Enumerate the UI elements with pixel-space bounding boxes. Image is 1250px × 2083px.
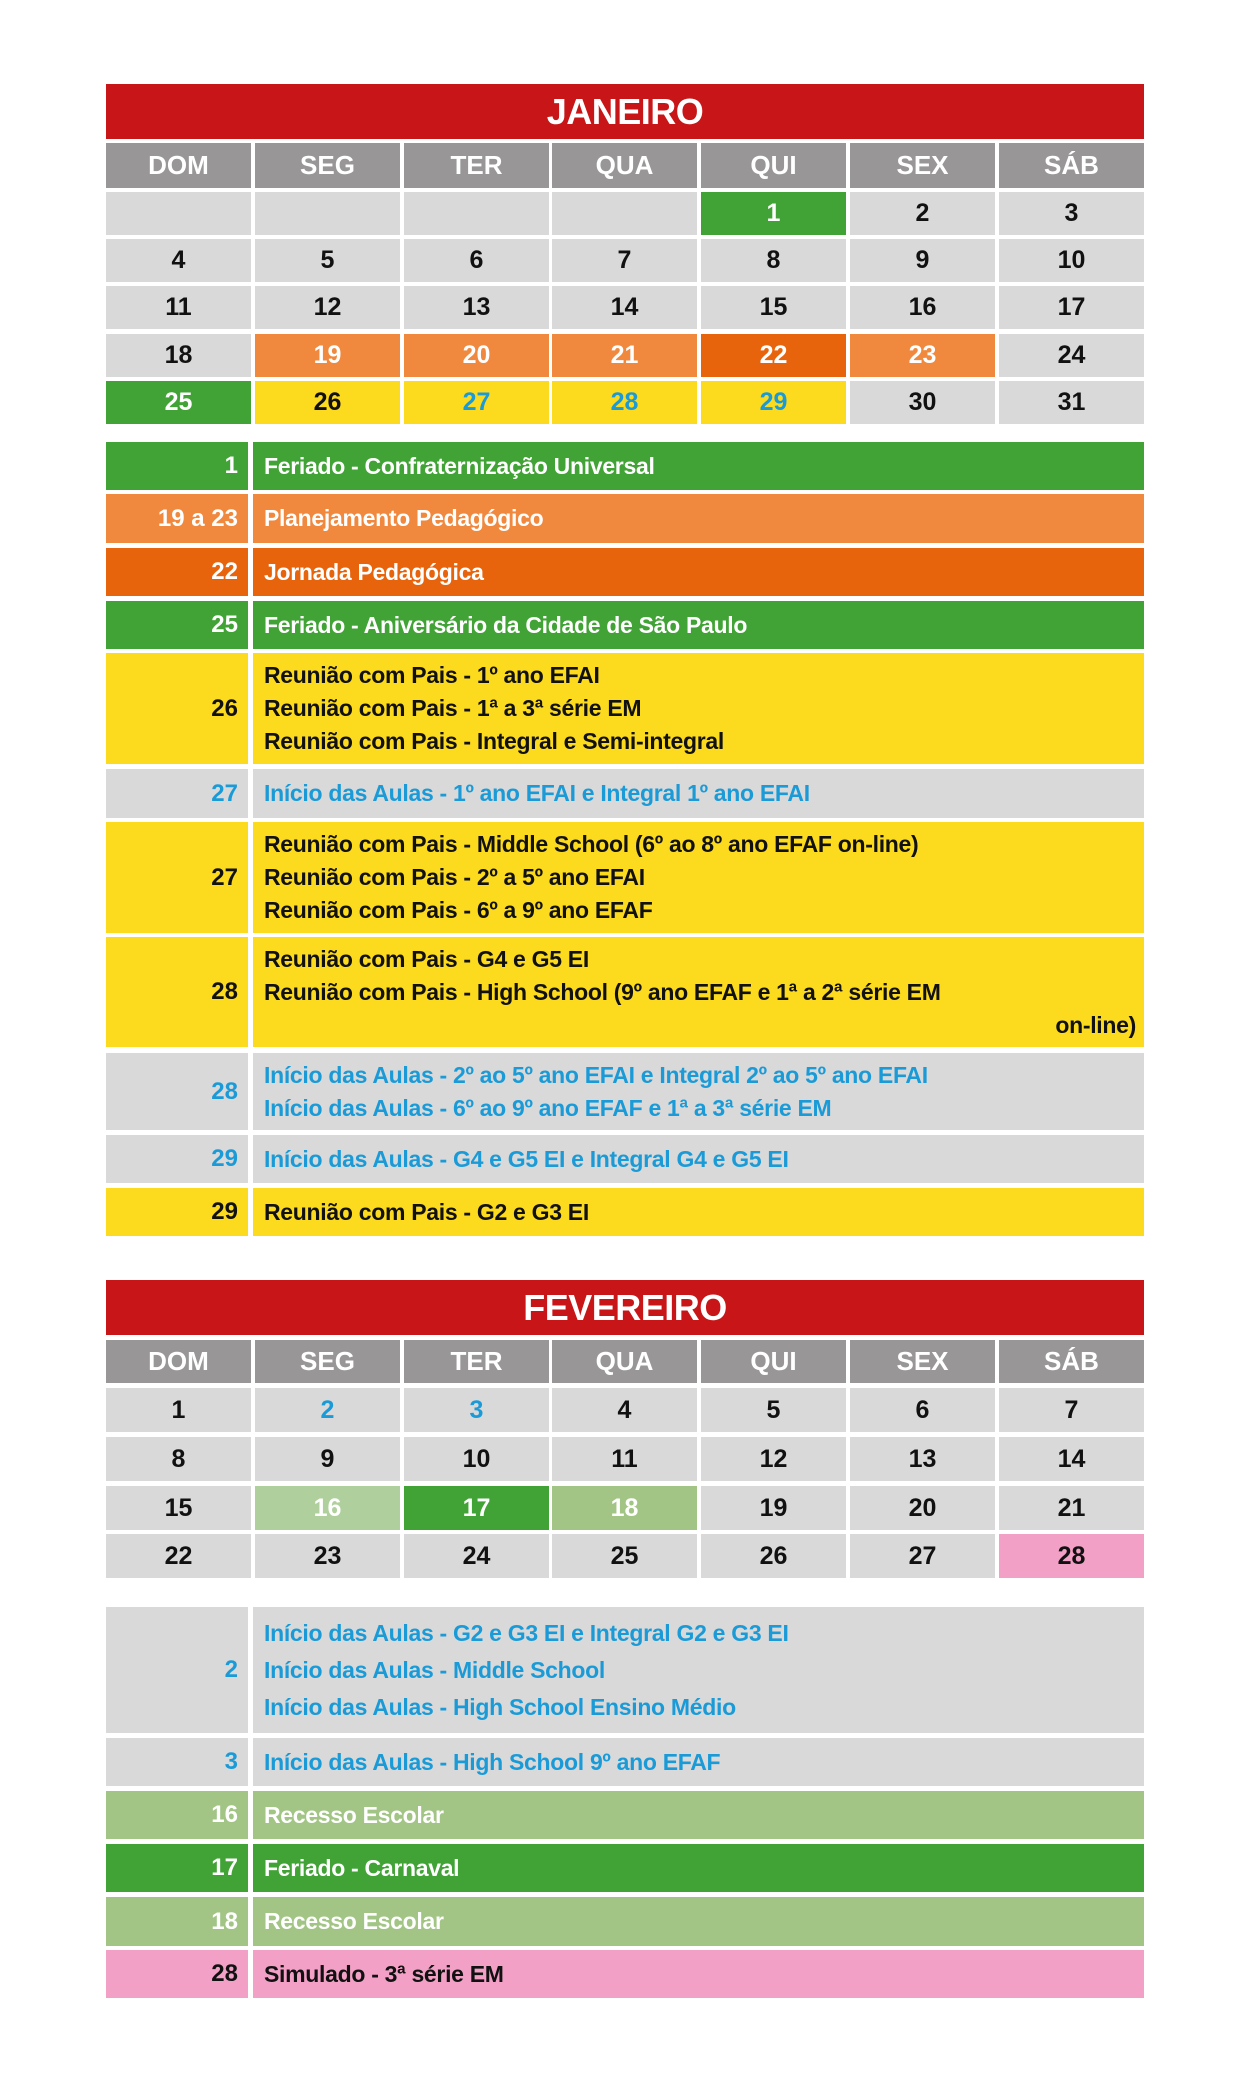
day-cell[interactable]: 1 xyxy=(106,1388,251,1432)
event-date: 19 a 23 xyxy=(106,494,248,543)
empty-day-cell xyxy=(404,192,549,235)
event-description xyxy=(253,653,1144,764)
weekday-header: SEG xyxy=(255,143,400,188)
event-line: Início das Aulas - 1º ano EFAI e Integral 1º ano EFAI xyxy=(264,780,810,806)
event-line: Reunião com Pais - 2º a 5º ano EFAI xyxy=(264,864,645,890)
weekday-header: QUI xyxy=(701,143,846,188)
event-description xyxy=(253,548,1144,596)
event-date: 3 xyxy=(106,1738,248,1786)
day-cell[interactable]: 29 xyxy=(701,381,846,424)
day-cell[interactable]: 3 xyxy=(999,192,1144,235)
day-cell[interactable]: 9 xyxy=(255,1437,400,1481)
day-cell[interactable]: 1 xyxy=(701,192,846,235)
day-cell[interactable]: 21 xyxy=(999,1486,1144,1530)
event-line: Planejamento Pedagógico xyxy=(264,505,544,531)
day-cell[interactable]: 31 xyxy=(999,381,1144,424)
event-line: Início das Aulas - 6º ao 9º ano EFAF e 1ª a 3ª série EM xyxy=(264,1094,832,1121)
event-date: 29 xyxy=(106,1135,248,1183)
empty-day-cell xyxy=(255,192,400,235)
event-description xyxy=(253,1135,1144,1183)
event-description xyxy=(253,1844,1144,1892)
day-cell[interactable]: 27 xyxy=(850,1534,995,1578)
day-cell[interactable]: 28 xyxy=(552,381,697,424)
empty-day-cell xyxy=(106,192,251,235)
weekday-header: SEX xyxy=(850,143,995,188)
event-line: Início das Aulas - High School Ensino Médio xyxy=(264,1693,736,1720)
day-cell[interactable]: 13 xyxy=(850,1437,995,1481)
day-cell[interactable]: 28 xyxy=(999,1534,1144,1578)
event-line: Feriado - Confraternização Universal xyxy=(264,452,655,479)
event-description xyxy=(253,769,1144,818)
month-title: FEVEREIRO xyxy=(106,1280,1144,1335)
event-line: Reunião com Pais - G4 e G5 EI xyxy=(264,945,589,972)
event-line: on-line) xyxy=(1055,1011,1136,1038)
day-cell[interactable]: 7 xyxy=(999,1388,1144,1432)
event-date: 29 xyxy=(106,1188,248,1236)
event-line: Início das Aulas - Middle School xyxy=(264,1656,605,1683)
event-description xyxy=(253,1791,1144,1839)
event-description xyxy=(253,442,1144,490)
event-date: 28 xyxy=(106,1950,248,1998)
day-cell[interactable]: 4 xyxy=(106,239,251,282)
month-title: JANEIRO xyxy=(106,84,1144,139)
event-description xyxy=(253,601,1144,649)
weekday-header: QUI xyxy=(701,1340,846,1383)
event-line: Reunião com Pais - 1ª a 3ª série EM xyxy=(264,695,642,721)
day-cell[interactable]: 23 xyxy=(255,1534,400,1578)
event-line: Reunião com Pais - 1º ano EFAI xyxy=(264,662,600,688)
event-line: Início das Aulas - G2 e G3 EI e Integral G2 e G3 EI xyxy=(264,1619,789,1646)
event-line: Reunião com Pais - G2 e G3 EI xyxy=(264,1198,589,1225)
day-cell[interactable]: 3 xyxy=(404,1388,549,1432)
event-date: 27 xyxy=(106,769,248,818)
event-line: Início das Aulas - G4 e G5 EI e Integral G4 e G5 EI xyxy=(264,1145,789,1172)
event-line: Reunião com Pais - 6º a 9º ano EFAF xyxy=(264,897,653,923)
day-cell[interactable]: 10 xyxy=(404,1437,549,1481)
day-cell[interactable]: 30 xyxy=(850,381,995,424)
event-line: Início das Aulas - 2º ao 5º ano EFAI e Integral 2º ao 5º ano EFAI xyxy=(264,1061,928,1088)
day-cell[interactable]: 22 xyxy=(106,1534,251,1578)
day-cell[interactable]: 20 xyxy=(404,334,549,377)
event-description xyxy=(253,1607,1144,1733)
day-cell[interactable]: 24 xyxy=(999,334,1144,377)
weekday-header: TER xyxy=(404,143,549,188)
day-cell[interactable]: 15 xyxy=(701,286,846,329)
day-cell[interactable]: 21 xyxy=(552,334,697,377)
day-cell[interactable]: 5 xyxy=(701,1388,846,1432)
day-cell[interactable]: 11 xyxy=(552,1437,697,1481)
day-cell[interactable]: 27 xyxy=(404,381,549,424)
day-cell[interactable]: 11 xyxy=(106,286,251,329)
weekday-header: DOM xyxy=(106,1340,251,1383)
day-cell[interactable]: 19 xyxy=(255,334,400,377)
day-cell[interactable]: 6 xyxy=(404,239,549,282)
event-line: Reunião com Pais - Integral e Semi-integral xyxy=(264,728,725,754)
event-line: Início das Aulas - High School 9º ano EFAF xyxy=(264,1748,721,1775)
day-cell[interactable]: 25 xyxy=(552,1534,697,1578)
day-cell[interactable]: 8 xyxy=(701,239,846,282)
day-cell[interactable]: 9 xyxy=(850,239,995,282)
day-cell[interactable]: 14 xyxy=(552,286,697,329)
event-description xyxy=(253,1897,1144,1946)
day-cell[interactable]: 19 xyxy=(701,1486,846,1530)
event-description xyxy=(253,1738,1144,1786)
day-cell[interactable]: 22 xyxy=(701,334,846,377)
event-line: Reunião com Pais - High School (9º ano EFAF e 1ª a 2ª série EM xyxy=(264,978,941,1005)
empty-day-cell xyxy=(552,192,697,235)
event-date: 2 xyxy=(106,1607,248,1733)
day-cell[interactable]: 5 xyxy=(255,239,400,282)
day-cell[interactable]: 12 xyxy=(701,1437,846,1481)
event-description xyxy=(253,937,1144,1047)
day-cell[interactable]: 17 xyxy=(404,1486,549,1530)
event-description xyxy=(253,494,1144,543)
day-cell[interactable]: 2 xyxy=(255,1388,400,1432)
day-cell[interactable]: 20 xyxy=(850,1486,995,1530)
event-line: Reunião com Pais - Middle School (6º ao 8º ano EFAF on-line) xyxy=(264,831,919,857)
day-cell[interactable]: 10 xyxy=(999,239,1144,282)
day-cell[interactable]: 15 xyxy=(106,1486,251,1530)
event-description xyxy=(253,1188,1144,1236)
event-line: Jornada Pedagógica xyxy=(264,558,484,585)
event-date: 17 xyxy=(106,1844,248,1892)
weekday-header: TER xyxy=(404,1340,549,1383)
event-date: 16 xyxy=(106,1791,248,1839)
day-cell[interactable]: 18 xyxy=(106,334,251,377)
event-date: 27 xyxy=(106,822,248,933)
event-line: Simulado - 3ª série EM xyxy=(264,1960,504,1987)
event-description xyxy=(253,1053,1144,1130)
day-cell[interactable]: 24 xyxy=(404,1534,549,1578)
event-line: Recesso Escolar xyxy=(264,1801,444,1828)
event-date: 28 xyxy=(106,937,248,1047)
event-date: 22 xyxy=(106,548,248,596)
day-cell[interactable]: 2 xyxy=(850,192,995,235)
day-cell[interactable]: 23 xyxy=(850,334,995,377)
day-cell[interactable]: 26 xyxy=(255,381,400,424)
day-cell[interactable]: 12 xyxy=(255,286,400,329)
event-date: 18 xyxy=(106,1897,248,1946)
day-cell[interactable]: 7 xyxy=(552,239,697,282)
day-cell[interactable]: 25 xyxy=(106,381,251,424)
event-date: 28 xyxy=(106,1053,248,1130)
day-cell[interactable]: 17 xyxy=(999,286,1144,329)
event-date: 1 xyxy=(106,442,248,490)
event-date: 26 xyxy=(106,653,248,764)
event-line: Feriado - Aniversário da Cidade de São Paulo xyxy=(264,611,748,638)
weekday-header: QUA xyxy=(552,143,697,188)
day-cell[interactable]: 4 xyxy=(552,1388,697,1432)
day-cell[interactable]: 16 xyxy=(850,286,995,329)
day-cell[interactable]: 13 xyxy=(404,286,549,329)
weekday-header: QUA xyxy=(552,1340,697,1383)
day-cell[interactable]: 16 xyxy=(255,1486,400,1530)
event-line: Feriado - Carnaval xyxy=(264,1854,460,1881)
day-cell[interactable]: 8 xyxy=(106,1437,251,1481)
weekday-header: SEX xyxy=(850,1340,995,1383)
day-cell[interactable]: 14 xyxy=(999,1437,1144,1481)
day-cell[interactable]: 18 xyxy=(552,1486,697,1530)
event-description xyxy=(253,1950,1144,1998)
weekday-header: SÁB xyxy=(999,1340,1144,1383)
weekday-header: SÁB xyxy=(999,143,1144,188)
weekday-header: SEG xyxy=(255,1340,400,1383)
weekday-header: DOM xyxy=(106,143,251,188)
event-date: 25 xyxy=(106,601,248,649)
event-line: Recesso Escolar xyxy=(264,1908,444,1934)
event-description xyxy=(253,822,1144,933)
day-cell[interactable]: 6 xyxy=(850,1388,995,1432)
day-cell[interactable]: 26 xyxy=(701,1534,846,1578)
